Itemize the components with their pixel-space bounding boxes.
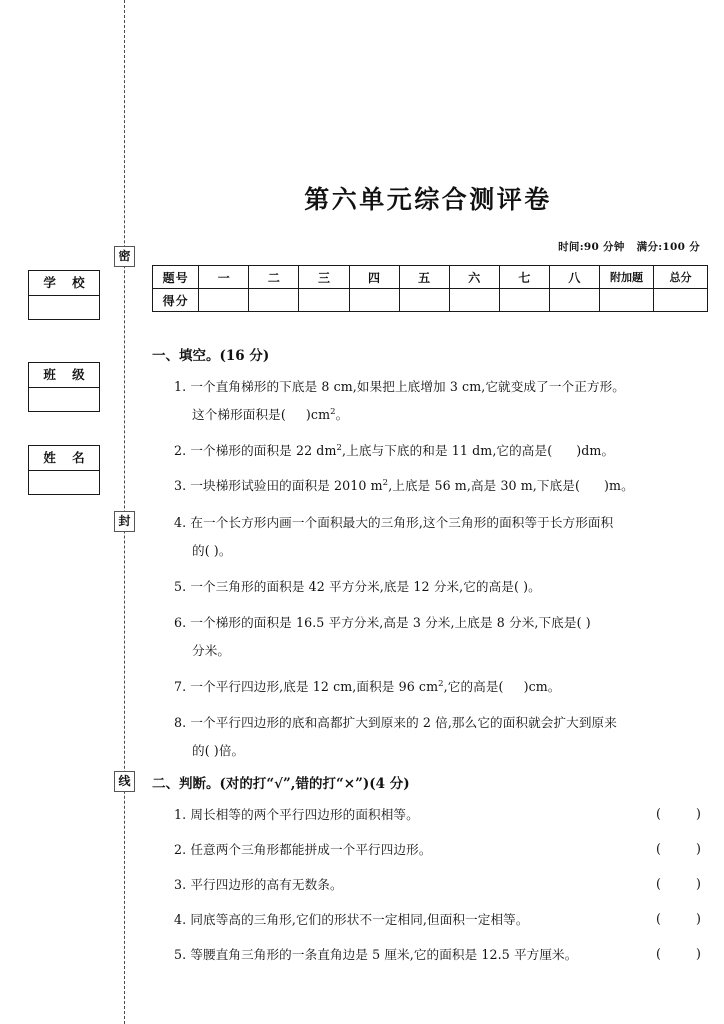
tf-answer-paren-close-3: ) xyxy=(696,876,701,891)
score-table xyxy=(152,265,708,312)
question-6-line-1 xyxy=(174,614,591,631)
tf-answer-paren-open-5: ( xyxy=(656,946,661,961)
exam-time: 时间:90 分钟 xyxy=(558,241,625,253)
tf-answer-paren-open-3: ( xyxy=(656,876,661,891)
question-8-text: 一个平行四边形的底和高都扩大到原来的 2 倍,那么它的面积就会扩大到原来 xyxy=(190,715,617,730)
score-value-5[interactable] xyxy=(399,289,449,312)
section-heading-true-false: 二、判断。(对的打“√”,错的打“×”)(4 分) xyxy=(152,776,410,792)
score-col-8: 八 xyxy=(549,266,599,289)
score-value-4[interactable] xyxy=(349,289,399,312)
seal-char-mi: 密 xyxy=(114,246,135,267)
tf-answer-paren-close-2: ) xyxy=(696,841,701,856)
question-3-unit-exponent: 2 xyxy=(382,477,389,488)
tf-question-3 xyxy=(174,876,343,893)
question-3-number: 3. xyxy=(174,478,187,493)
tf-answer-blank-3[interactable] xyxy=(662,876,696,892)
score-col-4: 四 xyxy=(349,266,399,289)
question-1-number: 1. xyxy=(174,379,187,394)
question-2-number: 2. xyxy=(174,443,187,458)
question-8-number: 8. xyxy=(174,715,187,730)
question-5-text[interactable]: 一个三角形的面积是 42 平方分米,底是 12 分米,它的高是( )。 xyxy=(190,579,541,594)
tf-question-5-number: 5. xyxy=(174,947,187,962)
page-title: 第六单元综合测评卷 xyxy=(304,185,552,214)
tf-answer-blank-4[interactable] xyxy=(662,911,696,927)
question-2-text-post: )dm。 xyxy=(576,443,615,458)
info-box-school-label: 学 校 xyxy=(29,271,99,296)
question-7-text-post: )cm。 xyxy=(523,679,561,694)
score-value-total[interactable] xyxy=(653,289,707,312)
question-8-answer-blank[interactable]: 的( )倍。 xyxy=(192,743,245,758)
score-value-1[interactable] xyxy=(199,289,249,312)
question-1-line-1 xyxy=(174,378,625,395)
tf-answer-blank-2[interactable] xyxy=(662,841,696,857)
question-2-text-mid: ,上底与下底的和是 11 dm,它的高是( xyxy=(342,443,553,458)
tf-question-1 xyxy=(174,806,419,823)
question-6-line-2 xyxy=(192,642,230,659)
tf-question-4 xyxy=(174,911,529,928)
tf-question-1-number: 1. xyxy=(174,807,187,822)
question-7-text-pre: 一个平行四边形,底是 12 cm,面积是 96 cm xyxy=(190,679,439,694)
tf-question-4-text: 同底等高的三角形,它们的形状不一定相同,但面积一定相等。 xyxy=(190,912,529,927)
question-7-line-1 xyxy=(174,678,560,695)
tf-answer-blank-1[interactable] xyxy=(662,806,696,822)
question-1-period: 。 xyxy=(335,407,349,422)
tf-answer-blank-5[interactable] xyxy=(662,946,696,962)
score-value-2[interactable] xyxy=(249,289,299,312)
score-table-row-label-2: 得分 xyxy=(153,289,199,312)
question-3-text-pre: 一块梯形试验田的面积是 2010 m xyxy=(190,478,383,493)
info-box-school-input[interactable] xyxy=(29,296,99,320)
seal-char-feng: 封 xyxy=(114,511,135,532)
section-heading-fill-in-blank: 一、填空。(16 分) xyxy=(152,348,270,364)
exam-paper-body xyxy=(148,0,708,1024)
question-7-unit-exponent: 2 xyxy=(438,678,444,689)
score-col-total: 总分 xyxy=(653,266,707,289)
score-col-2: 二 xyxy=(249,266,299,289)
exam-meta xyxy=(558,239,700,254)
score-value-3[interactable] xyxy=(299,289,349,312)
tf-question-5 xyxy=(174,946,577,963)
question-4-answer-blank[interactable]: 的( )。 xyxy=(192,543,232,558)
tf-question-4-number: 4. xyxy=(174,912,187,927)
score-col-1: 一 xyxy=(199,266,249,289)
tf-question-2-number: 2. xyxy=(174,842,187,857)
question-1-answer-blank[interactable] xyxy=(286,407,306,422)
info-box-class-label: 班 级 xyxy=(29,363,99,388)
question-2-line-1 xyxy=(174,442,614,459)
tf-answer-paren-close-4: ) xyxy=(696,911,701,926)
question-1-blank-post: )cm xyxy=(305,407,331,422)
question-1-blank-pre: 这个梯形面积是( xyxy=(192,407,286,422)
score-table-row-label-1: 题号 xyxy=(153,266,199,289)
question-3-text-post: )m。 xyxy=(604,478,634,493)
question-8-line-1 xyxy=(174,714,617,731)
question-1-text: 一个直角梯形的下底是 8 cm,如果把上底增加 3 cm,它就变成了一个正方形。 xyxy=(190,379,625,394)
question-5-number: 5. xyxy=(174,579,187,594)
question-6-text-cont: 分米。 xyxy=(192,643,231,658)
question-4-line-1 xyxy=(174,514,613,531)
tf-question-2-text: 任意两个三角形都能拼成一个平行四边形。 xyxy=(190,842,432,857)
tf-answer-paren-open-2: ( xyxy=(656,841,661,856)
question-4-number: 4. xyxy=(174,515,187,530)
tf-answer-paren-close-1: ) xyxy=(696,806,701,821)
question-8-line-2[interactable] xyxy=(192,742,244,759)
question-3-line-1 xyxy=(174,477,634,494)
score-col-3: 三 xyxy=(299,266,349,289)
info-box-name-label: 姓 名 xyxy=(29,446,99,471)
question-3-text-mid: ,上底是 56 m,高是 30 m,下底是( xyxy=(388,478,581,493)
question-6-number: 6. xyxy=(174,615,187,630)
score-value-7[interactable] xyxy=(499,289,549,312)
question-3-answer-blank[interactable] xyxy=(580,478,604,493)
score-value-bonus[interactable] xyxy=(599,289,653,312)
info-box-class[interactable] xyxy=(28,362,100,412)
score-value-6[interactable] xyxy=(449,289,499,312)
info-box-class-input[interactable] xyxy=(29,388,99,412)
tf-question-3-text: 平行四边形的高有无数条。 xyxy=(190,877,343,892)
question-7-answer-blank[interactable] xyxy=(504,679,524,694)
tf-question-3-number: 3. xyxy=(174,877,187,892)
question-2-text-pre: 一个梯形的面积是 22 dm xyxy=(190,443,337,458)
tf-question-5-text: 等腰直角三角形的一条直角边是 5 厘米,它的面积是 12.5 平方厘米。 xyxy=(190,947,578,962)
score-col-6: 六 xyxy=(449,266,499,289)
score-col-7: 七 xyxy=(499,266,549,289)
question-6-text[interactable]: 一个梯形的面积是 16.5 平方分米,高是 3 分米,上底是 8 分米,下底是( ) xyxy=(190,615,591,630)
tf-answer-paren-open-1: ( xyxy=(656,806,661,821)
question-1-line-2 xyxy=(192,406,348,423)
tf-answer-paren-close-5: ) xyxy=(696,946,701,961)
info-box-name-input[interactable] xyxy=(29,471,99,495)
question-2-answer-blank[interactable] xyxy=(552,443,576,458)
question-4-line-2[interactable] xyxy=(192,542,232,559)
score-value-8[interactable] xyxy=(549,289,599,312)
score-table-header-row xyxy=(153,266,708,289)
question-2-unit-exponent: 2 xyxy=(336,442,343,453)
exam-total-score: 满分:100 分 xyxy=(636,241,700,253)
seal-char-xian: 线 xyxy=(114,771,135,792)
info-box-name[interactable] xyxy=(28,445,100,495)
score-col-5: 五 xyxy=(399,266,449,289)
tf-question-1-text: 周长相等的两个平行四边形的面积相等。 xyxy=(190,807,419,822)
info-box-school[interactable] xyxy=(28,270,100,320)
question-7-text-mid: ,它的高是( xyxy=(443,679,504,694)
score-col-bonus: 附加题 xyxy=(599,266,653,289)
tf-answer-paren-open-4: ( xyxy=(656,911,661,926)
question-5-line-1 xyxy=(174,578,541,595)
question-7-number: 7. xyxy=(174,679,187,694)
score-table-value-row xyxy=(153,289,708,312)
question-1-unit-exponent: 2 xyxy=(330,406,336,417)
tf-question-2 xyxy=(174,841,432,858)
question-4-text: 在一个长方形内画一个面积最大的三角形,这个三角形的面积等于长方形面积 xyxy=(190,515,614,530)
